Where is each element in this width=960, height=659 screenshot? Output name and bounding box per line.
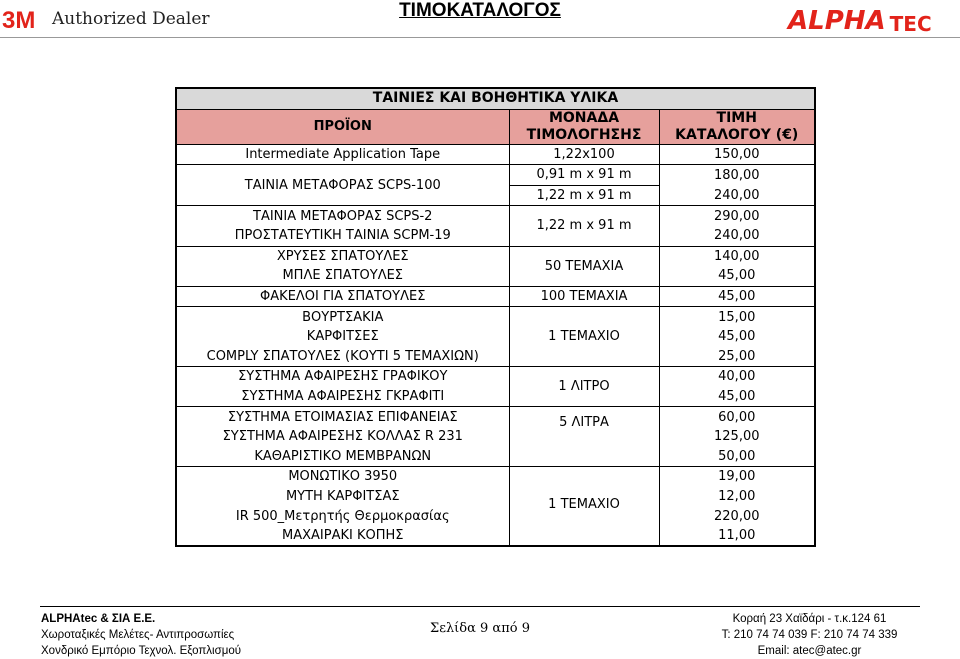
cell-product: ΤΑΙΝΙΑ ΜΕΤΑΦΟΡΑΣ SCPS-2 [176,206,509,226]
table-row [176,347,815,367]
cell-product: COMPLY ΣΠΑΤΟΥΛΕΣ (ΚΟΥΤΙ 5 ΤΕΜΑΧΙΩΝ) [176,347,509,367]
table-row [176,327,815,347]
cell-price: 15,00 [659,307,815,327]
page-title: ΤΙΜΟΚΑΤΑΛΟΓΟΣ [399,0,561,21]
cell-price: 240,00 [659,185,815,206]
table-row [176,407,815,427]
footer-email: Email: atec@atec.gr [757,645,862,657]
cell-unit: 1 ΛΙΤΡΟ [509,367,659,407]
alphatec-logo-part1: ALPHA [788,6,886,36]
page-header [0,0,960,38]
cell-product: ΜΠΛΕ ΣΠΑΤΟΥΛΕΣ [176,266,509,286]
cell-price: 12,00 [659,487,815,507]
cell-unit: 100 ΤΕΜΑΧΙΑ [509,286,659,307]
table-row [176,165,815,186]
cell-unit: 1,22x100 [509,144,659,165]
cell-price: 45,00 [659,387,815,407]
footer-phones: T: 210 74 74 039 F: 210 74 74 339 [721,629,898,641]
cell-product: ΣΥΣΤΗΜΑ ΑΦΑΙΡΕΣΗΣ ΓΡΑΦΙΚΟΥ [176,367,509,387]
cell-product: Intermediate Application Tape [176,144,509,165]
cell-price: 290,00 [659,206,815,226]
table-header-row [176,109,815,144]
table-row [176,526,815,547]
cell-unit: 5 ΛΙΤΡΑ [509,407,659,467]
alphatec-logo [788,8,932,36]
cell-unit: 1 ΤΕΜΑΧΙΟ [509,467,659,547]
cell-price: 45,00 [659,286,815,307]
cell-product: ΣΥΣΤΗΜΑ ΑΦΑΙΡΕΣΗΣ ΚΟΛΛΑΣ R 231 [176,427,509,447]
cell-price: 60,00 [659,407,815,427]
table-row [176,467,815,487]
cell-price: 19,00 [659,467,815,487]
table-row [176,206,815,226]
header-price: ΤΙΜΗ ΚΑΤΑΛΟΓΟΥ (€) [659,109,815,144]
cell-product: ΚΑΘΑΡΙΣΤΙΚΟ ΜΕΜΒΡΑΝΩΝ [176,447,509,467]
3m-logo [2,7,46,31]
footer-company-activity: Χωροταξικές Μελέτες- Αντιπροσωπίες [41,629,235,641]
cell-product: ΒΟΥΡΤΣΑΚΙΑ [176,307,509,327]
table-caption: ΤΑΙΝΙΕΣ ΚΑΙ ΒΟΗΘΗΤΙΚΑ ΥΛΙΚΑ [176,88,815,109]
cell-product: IR 500_Μετρητής Θερμοκρασίας [176,506,509,526]
price-table [175,87,816,547]
cell-unit: 0,91 m x 91 m [509,165,659,186]
cell-product: ΜΑΧΑΙΡΑΚΙ ΚΟΠΗΣ [176,526,509,547]
cell-price: 40,00 [659,367,815,387]
table-caption-row [176,88,815,109]
footer-address: Κοραή 23 Χαϊδάρι - τ.κ.124 61 [732,613,887,625]
cell-price: 240,00 [659,226,815,246]
cell-price: 25,00 [659,347,815,367]
cell-product: ΜΟΝΩΤΙΚΟ 3950 [176,467,509,487]
cell-price: 11,00 [659,526,815,547]
table-row [176,506,815,526]
footer-company-name: ALPHAtec & ΣΙΑ Ε.Ε. [41,613,156,625]
cell-unit: 1 ΤΕΜΑΧΙΟ [509,307,659,367]
table-row [176,246,815,266]
cell-price: 180,00 [659,165,815,186]
table-row [176,447,815,467]
cell-unit: 1,22 m x 91 m [509,206,659,246]
table-row [176,367,815,387]
3m-logo-text: 3M [2,7,36,31]
cell-product: ΧΡΥΣΕΣ ΣΠΑΤΟΥΛΕΣ [176,246,509,266]
cell-price: 140,00 [659,246,815,266]
header-divider [0,37,960,38]
header-unit: ΜΟΝΑΔΑ ΤΙΜΟΛΟΓΗΣΗΣ [509,109,659,144]
authorized-dealer-label: Authorized Dealer [52,9,210,29]
cell-product: ΦΑΚΕΛΟΙ ΓΙΑ ΣΠΑΤΟΥΛΕΣ [176,286,509,307]
cell-price: 45,00 [659,266,815,286]
table-row [176,307,815,327]
cell-price: 220,00 [659,506,815,526]
footer-divider [40,606,920,607]
table-row [176,487,815,507]
page-number: Σελίδα 9 από 9 [430,621,530,636]
cell-product: ΣΥΣΤΗΜΑ ΕΤΟΙΜΑΣΙΑΣ ΕΠΙΦΑΝΕΙΑΣ [176,407,509,427]
cell-unit: 50 ΤΕΜΑΧΙΑ [509,246,659,286]
footer-company-trade: Χονδρικό Εμπόριο Τεχνολ. Εξοπλισμού [41,645,242,657]
header-product: ΠΡΟΪΟΝ [176,109,509,144]
cell-price: 150,00 [659,144,815,165]
table-row [176,266,815,286]
cell-product: ΜΥΤΗ ΚΑΡΦΙΤΣΑΣ [176,487,509,507]
cell-product: ΣΥΣΤΗΜΑ ΑΦΑΙΡΕΣΗΣ ΓΚΡΑΦΙΤΙ [176,387,509,407]
footer-company-info [41,611,241,659]
footer-contact-info [700,611,919,659]
table-row [176,144,815,165]
cell-product: ΠΡΟΣΤΑΤΕΥΤΙΚΗ ΤΑΙΝΙΑ SCPM-19 [176,226,509,246]
table-row [176,226,815,246]
cell-unit: 1,22 m x 91 m [509,185,659,206]
cell-price: 45,00 [659,327,815,347]
table-row [176,387,815,407]
table-row [176,286,815,307]
cell-price: 50,00 [659,447,815,467]
alphatec-logo-part2: TEC [889,12,932,36]
cell-product: ΤΑΙΝΙΑ ΜΕΤΑΦΟΡΑΣ SCPS-100 [176,165,509,206]
cell-product: ΚΑΡΦΙΤΣΕΣ [176,327,509,347]
cell-price: 125,00 [659,427,815,447]
table-row [176,427,815,447]
